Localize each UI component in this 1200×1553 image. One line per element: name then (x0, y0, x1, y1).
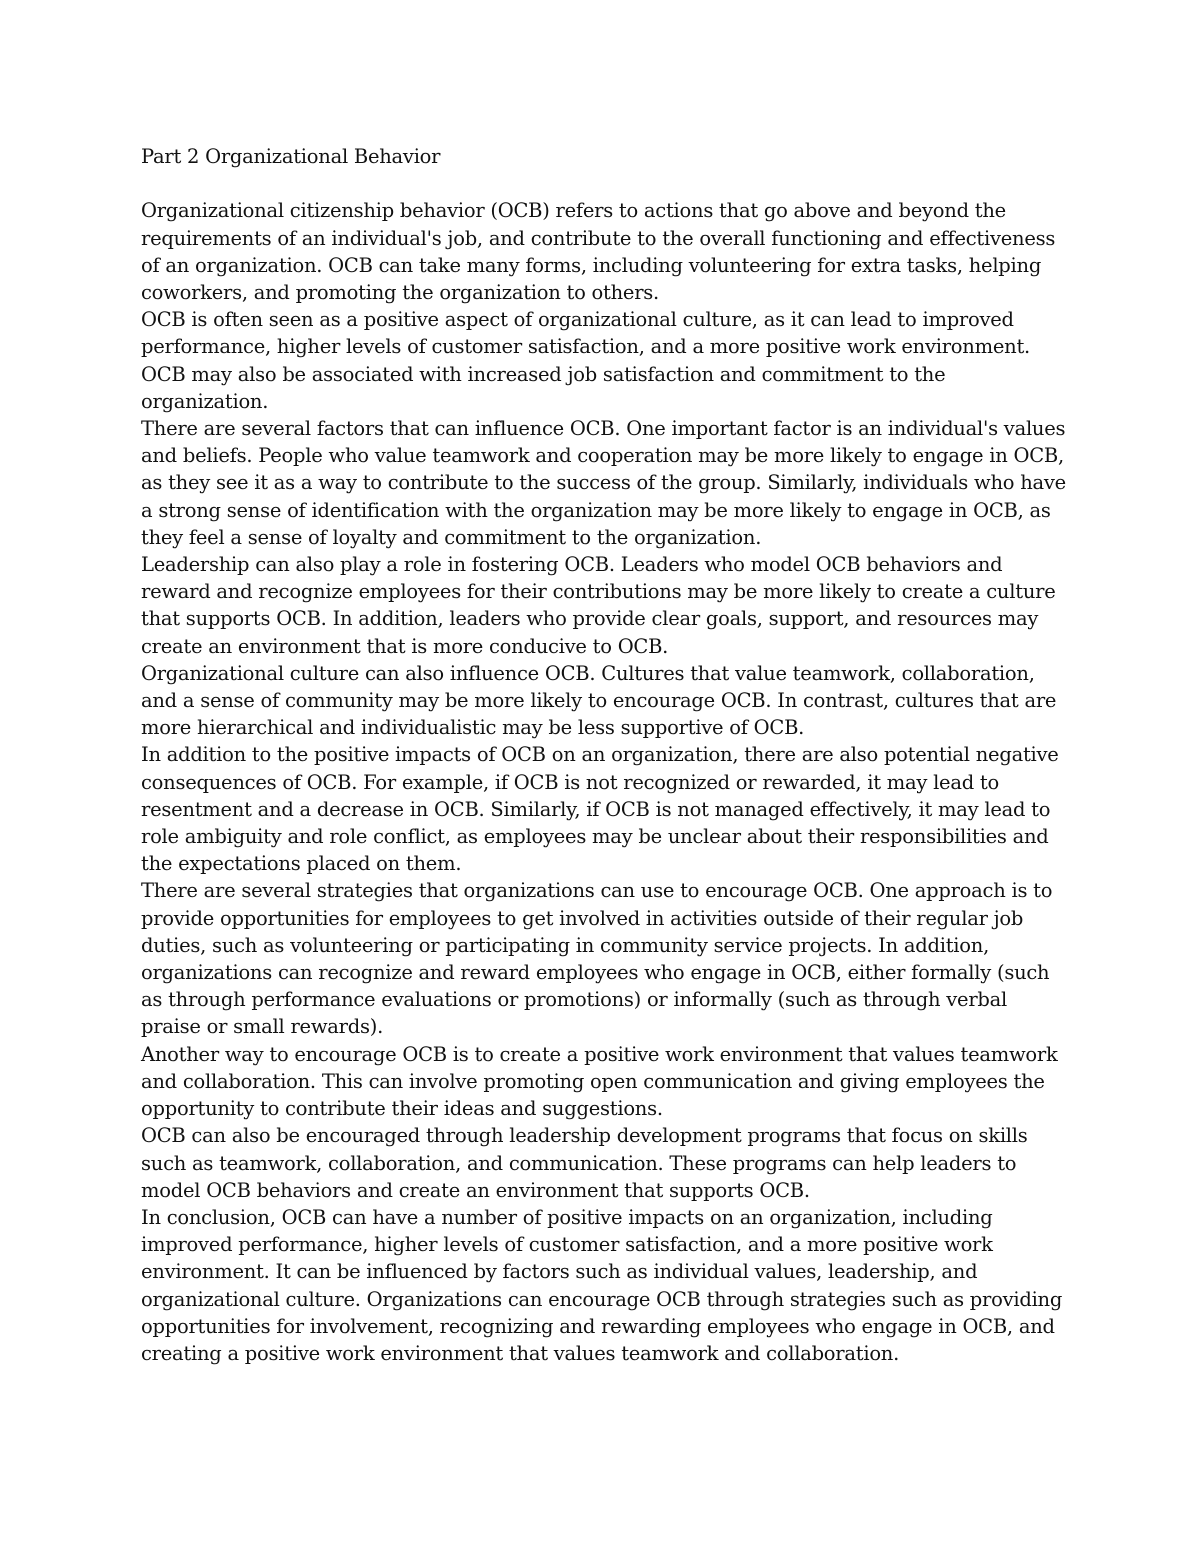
paragraph-influencing-factors: There are several factors that can influence OCB. One important factor is an individual's values and beliefs. People who value teamwork and cooperation may be more likely to engage in OCB, as they see it as a way to contribute to the success of the group. Similarly, individuals who have a strong sense of identification with the organization may be more likely to engage in OCB, as they feel a sense of loyalty and commitment to the organization. (141, 417, 1066, 549)
paragraph-leadership-development: OCB can also be encouraged through leadership development programs that focus on skills such as teamwork, collaboration, and communication. These programs can help leaders to model OCB behaviors and create an environment that supports OCB. (141, 1124, 1028, 1202)
paragraph-ocb-positive-aspect: OCB is often seen as a positive aspect of organizational culture, as it can lead to improved performance, higher levels of customer satisfaction, and a more positive work environment. OCB may also be associated with increased job satisfaction and commitment to the organization. (141, 308, 1030, 413)
paragraph-organizational-culture: Organizational culture can also influence OCB. Cultures that value teamwork, collaboration, and a sense of community may be more likely to encourage OCB. In contrast, cultures that are more hierarchical and individualistic may be less supportive of OCB. (141, 661, 1057, 740)
paragraph-work-environment: Another way to encourage OCB is to create a positive work environment that values teamwork and collaboration. This can involve promoting open communication and giving employees the opportunity to contribute their ideas and suggestions. (141, 1042, 1058, 1121)
document-title: Part 2 Organizational Behavior (141, 145, 441, 168)
document-body (141, 143, 1071, 1367)
paragraph-strategies: There are several strategies that organizations can use to encourage OCB. One approach is to provide opportunities for employees to get involved in activities outside of their regular job duties, such as volunteering or participating in community service projects. In addition, organizations can recognize and reward employees who engage in OCB, either formally (such as through performance evaluations or promotions) or informally (such as through verbal praise or small rewards). (141, 879, 1053, 1039)
paragraph-leadership: Leadership can also play a role in fostering OCB. Leaders who model OCB behaviors and reward and recognize employees for their contributions may be more likely to create a culture that supports OCB. In addition, leaders who provide clear goals, support, and resources may create an environment that is more conducive to OCB. (141, 553, 1056, 658)
paragraph-conclusion: In conclusion, OCB can have a number of positive impacts on an organization, including improved performance, higher levels of customer satisfaction, and a more positive work environment. It can be influenced by factors such as individual values, leadership, and organizational culture. Organizations can encourage OCB through strategies such as providing opportunities for involvement, recognizing and rewarding employees who engage in OCB, and creating a positive work environment that values teamwork and collaboration. (141, 1205, 1063, 1365)
paragraph-negative-consequences: In addition to the positive impacts of OCB on an organization, there are also potential negative consequences of OCB. For example, if OCB is not recognized or rewarded, it may lead to resentment and a decrease in OCB. Similarly, if OCB is not managed effectively, it may lead to role ambiguity and role conflict, as employees may be unclear about their responsibilities and the expectations placed on them. (141, 743, 1059, 876)
paragraph-ocb-definition: Organizational citizenship behavior (OCB) refers to actions that go above and beyond the requirements of an individual's job, and contribute to the overall functioning and effectiveness of an organization. OCB can take many forms, including volunteering for extra tasks, helping coworkers, and promoting the organization to others. (141, 199, 1056, 304)
